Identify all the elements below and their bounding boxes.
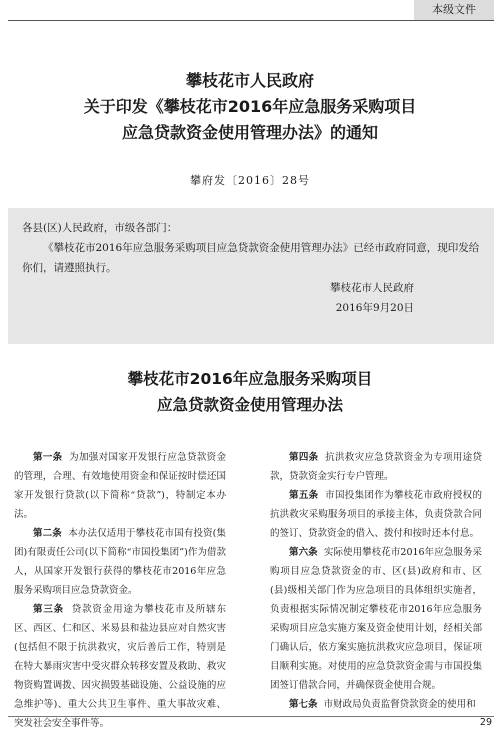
- notice-title-line: 关于印发《攀枝花市2016年应急服务采购项目: [83, 97, 417, 116]
- regulation-title-line: 攀枝花市2016年应急服务采购项目: [127, 370, 373, 388]
- article: [270, 486, 482, 543]
- article-label: 第六条: [289, 547, 318, 558]
- left-column: [14, 448, 226, 733]
- notice-box: [8, 208, 494, 344]
- article-label: 第一条: [33, 452, 63, 463]
- header-rule: [8, 20, 494, 21]
- notice-signature: 攀枝花市人民政府: [330, 282, 414, 294]
- article: [14, 524, 226, 600]
- article: [14, 600, 226, 733]
- notice-body: 《攀枝花市2016年应急服务采购项目应急贷款资金使用管理办法》已经市政府同意，现印发给你们，请遵照执行。: [22, 242, 480, 274]
- notice-date: 2016年9月20日: [335, 302, 414, 314]
- page-number: 29: [479, 717, 492, 728]
- article: [270, 543, 482, 695]
- right-column: [270, 448, 482, 714]
- article: [270, 695, 482, 714]
- notice-title-line: 攀枝花市人民政府: [185, 71, 314, 90]
- article-label: 第三条: [33, 604, 65, 615]
- article: [14, 448, 226, 524]
- document-number: 攀府发〔2016〕28号: [190, 174, 310, 187]
- notice-title-line: 应急贷款资金使用管理办法》的通知: [121, 123, 378, 142]
- notice-addressee: 各县(区)人民政府，市级各部门：: [22, 222, 178, 234]
- article-text: 贷款资金用途为攀枝花市及所辖东区、西区、仁和区、米易县和盐边县应对自然灾害(包括但不限于抗洪救灾，灾后善后工作，特别是在特大暴雨灾害中受灾群众转移安置及救助、救灾物资购置调拨、因灾损毁基础设施、公益设施的应急维护等)、重大公共卫生事件、重大事故灾难、突发社会安全事件等。: [14, 604, 226, 729]
- article: [270, 448, 482, 486]
- article-text: 抗洪救灾应急贷款资金为专项用途贷款，贷款资金实行专户管理。: [270, 452, 482, 482]
- article-text: 本办法仅适用于攀枝花市国有投资(集团)有限责任公司(以下简称“市国投集团”)作为借款人，从国家开发银行获得的攀枝花市2016年应急服务采购项目应急贷款资金。: [14, 528, 226, 596]
- article-text: 实际使用攀枝花市2016年应急服务采购项目应急贷款资金的市、区(县)政府和市、区(县)级相关部门作为应急项目的具体组织实施者，负责根据实际情况制定攀枝花市2016年应急服务采购项目应急实施方案及资金使用计划，经相关部门确认后，依方案实施抗洪救灾应急项目，保证项目顺利实施。对使用的应急贷款资金需与市国投集团签订借款合同，并确保资金使用合规。: [270, 547, 482, 691]
- section-tab: 本级文件: [414, 0, 494, 20]
- article-label: 第二条: [33, 528, 62, 539]
- article-label: 第五条: [289, 490, 319, 501]
- footer-rule: [8, 716, 494, 717]
- article-text: 为加强对国家开发银行应急贷款资金的管理，合理、有效地使用资金和保证按时偿还国家开发银行贷款(以下简称“贷款”)，特制定本办法。: [14, 452, 226, 520]
- article-text: 市财政局负责监督贷款资金的使用和: [323, 699, 476, 710]
- regulation-title-line: 应急贷款资金使用管理办法: [156, 396, 343, 414]
- article-text: 市国投集团作为攀枝花市政府授权的抗洪救灾采购服务项目的承接主体，负责贷款合同的签订、贷款资金的借入、拨付和按时还本付息。: [270, 490, 482, 539]
- article-label: 第七条: [289, 699, 318, 710]
- notice-title: [0, 68, 500, 146]
- regulation-title: [0, 366, 500, 418]
- article-label: 第四条: [289, 452, 319, 463]
